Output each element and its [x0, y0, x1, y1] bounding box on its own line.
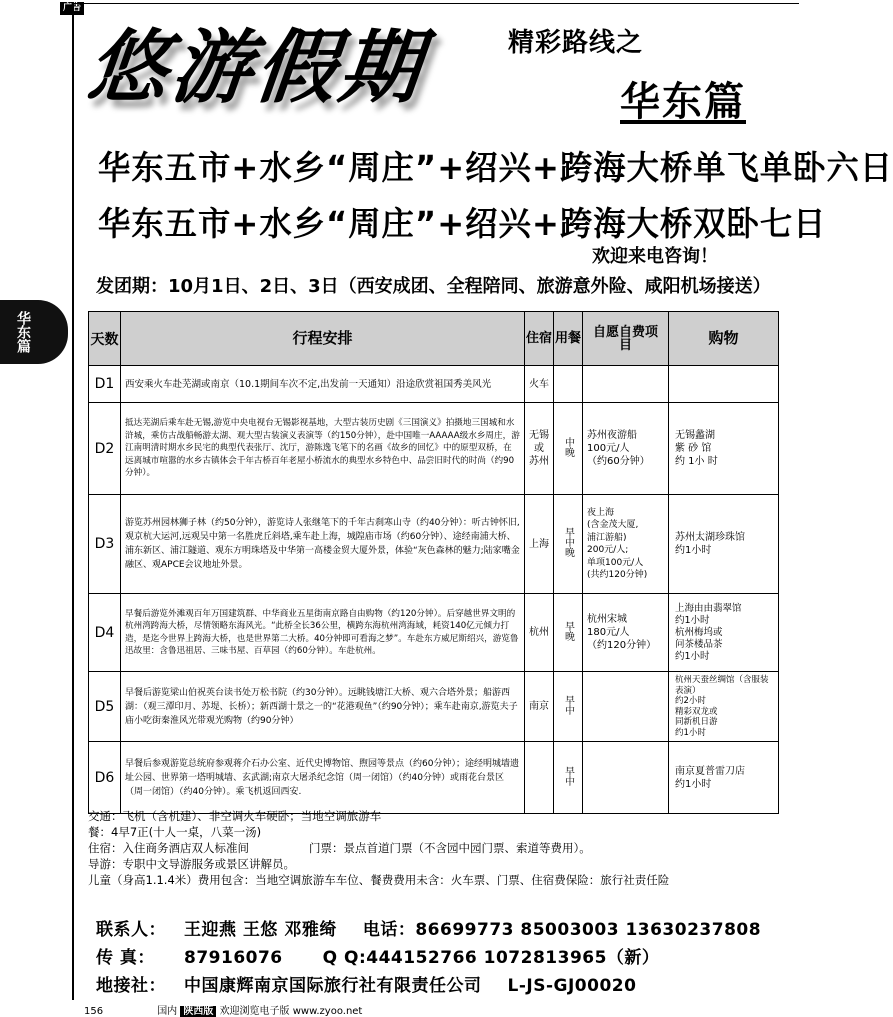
row-day: D1: [89, 366, 121, 403]
itinerary-row: [89, 495, 779, 594]
header-day: 天数: [89, 312, 121, 366]
note-lodging-tickets: [88, 840, 778, 856]
note-guide: 导游：专职中文导游服务或景区讲解员。: [88, 857, 295, 871]
row-optional: [583, 742, 669, 814]
footer-slogan: 欢迎浏览电子版 www.zyoo.net: [219, 1006, 363, 1017]
row-plan: 游览苏州园林狮子林（约50分钟），游览诗人张继笔下的千年古刹寒山寺（约40分钟）：听古钟怀旧,观京杭大运河,远观吴中第一名胜虎丘斜塔,乘车赴上海，城隍庙市场（约60分钟）、途经南浦大桥、浦东新区、浦江隧道、观东方明珠塔及中华第一高楼金贸大厦外景，体验“灰色森林的魅力;陆家嘴金融区、观APCE会议地址外景。: [121, 495, 525, 594]
row-stay: 无锡 或 苏州: [525, 403, 554, 495]
row-shopping: 苏州太湖珍珠馆 约1小时: [669, 495, 779, 594]
note-lodging: 住宿：入住商务酒店双人标准间: [88, 841, 249, 855]
contact-license: L-JS-GJ00020: [507, 976, 637, 996]
footer-region: 国内: [157, 1006, 178, 1017]
row-optional: 夜上海 (含金茂大厦, 浦江游船) 200元/人; 单项100元/人 (共约120分钟): [583, 495, 669, 594]
row-day: D5: [89, 672, 121, 742]
itinerary-row: [89, 366, 779, 403]
headline-six-day: 华东五市+水乡“周庄”+绍兴+跨海大桥单飞单卧六日: [98, 148, 893, 187]
header-meal: 用餐: [554, 312, 583, 366]
tour-notes: [88, 808, 778, 888]
itinerary-row: [89, 742, 779, 814]
itinerary-row: [89, 594, 779, 672]
row-stay: 上海: [525, 495, 554, 594]
departure-dates: 发团期：10月1日、2日、3日（西安成团、全程陪同、旅游意外险、咸阳机场接送）: [96, 276, 771, 297]
footer-edition: 陕西版: [180, 1006, 216, 1017]
contact-qq-label: Q Q:: [322, 948, 367, 968]
row-optional: [583, 672, 669, 742]
note-transport: 交通：飞机（含机建）、非空调火车硬卧；当地空调旅游车: [88, 809, 382, 823]
row-plan: 早餐后游览外滩观百年万国建筑群、中华商业五星街南京路自由购物（约120分钟）。后穿越世界文明的杭州湾跨海大桥，尽情领略东海风光。“此桥全长36公里，横跨东海杭州湾海域，耗资140亿元倾力打造，是迄今世界上跨海大桥，也是世界第二大桥。40分钟即可看海之梦”。车赴东方威尼斯绍兴，游览鲁迅故里：含鲁迅祖居、三味书屋、百草园（约60分钟）。车赴杭州。: [121, 594, 525, 672]
row-stay: 杭州: [525, 594, 554, 672]
route-series-label: 精彩路线之: [508, 28, 644, 58]
row-meal: [554, 366, 583, 403]
row-meal-text: 早中: [562, 765, 574, 786]
contact-people-line: [96, 915, 761, 940]
route-series-name: 华东篇: [620, 79, 746, 125]
section-side-tab: 华东篇: [0, 300, 68, 364]
contact-agency-label: 地接社：: [96, 976, 166, 996]
row-day: D3: [89, 495, 121, 594]
note-children: 儿童（身高1.1.4米）费用包含：当地空调旅游车车位、餐费费用未含：火车票、门票、住宿费保险：旅行社责任险: [88, 873, 670, 887]
row-meal-text: 早中晚: [562, 527, 574, 557]
page-number: 156: [84, 1006, 104, 1017]
brand-title: 悠游假期: [83, 20, 429, 114]
row-meal-text: 早中: [562, 694, 574, 715]
row-shopping: 杭州天蚕丝绸馆（含服装表演） 约2小时 精彩双龙或 同新机日游 约1小时: [669, 672, 779, 742]
row-optional: [583, 366, 669, 403]
row-plan: 早餐后参观游览总统府参观蒋介石办公室、近代史博物馆、煦园等景点（约60分钟）；途经明城墙遗址公园、世界第一塔明城墙、玄武湖;南京大屠杀纪念馆（周一闭馆）（约40分钟）或雨花台景区（周一闭馆）（约40分钟）。乘飞机返回西安.: [121, 742, 525, 814]
header-shopping: 购物: [669, 312, 779, 366]
row-day: D2: [89, 403, 121, 495]
contact-people-label: 联系人：: [96, 920, 166, 940]
row-shopping: 上海由由翡翠馆 约1小时 杭州梅坞或 问茶楼品茶 约1小时: [669, 594, 779, 672]
itinerary-row: [89, 672, 779, 742]
row-meal: [554, 672, 583, 742]
row-stay: 南京: [525, 672, 554, 742]
contact-people: 王迎燕 王悠 邓雅绮: [184, 920, 337, 940]
row-optional: 杭州宋城 180元/人 （约120分钟）: [583, 594, 669, 672]
row-shopping: 南京夏普雷刀店 约1小时: [669, 742, 779, 814]
row-day: D6: [89, 742, 121, 814]
row-shopping: [669, 366, 779, 403]
row-meal-text: 中晚: [562, 436, 574, 457]
row-meal: [554, 495, 583, 594]
note-tickets: 门票：景点首道门票（不含园中园门票、索道等费用）。: [309, 841, 591, 855]
contact-fax-label: 传 真：: [96, 948, 155, 968]
contact-phone-label: 电话：: [362, 920, 416, 940]
row-plan: 抵达芜湖后乘车赴无锡,游览中央电视台无锡影视基地，大型古装历史剧《三国演义》拍摄地三国城和水浒城，乘仿古战船畅游太湖、观大型古装演义表演等（约150分钟），赴中国唯一AAAAA级水乡周庄，游江南明清时期水乡民宅的典型代表张厅、沈厅，游陈逸飞笔下的名画《故乡的回忆》中的原型双桥，在远离城市喧嚣的水乡古镇体会千年古桥百年老屋小桥流水的典型水乡特色中、品尝旧时代的时尚（约90分钟）。: [121, 403, 525, 495]
ad-tag: 广告: [60, 2, 84, 15]
header-optional: 自愿自费项目: [583, 312, 669, 366]
row-optional: 苏州夜游船 100元/人 （约60分钟）: [583, 403, 669, 495]
contact-agency-line: [96, 971, 636, 996]
headline-seven-day: 华东五市+水乡“周庄”+绍兴+跨海大桥双卧七日: [98, 204, 827, 243]
contact-qq: 444152766 1072813965（新）: [366, 948, 660, 968]
row-meal: [554, 742, 583, 814]
row-day: D4: [89, 594, 121, 672]
itinerary-row: [89, 403, 779, 495]
row-meal-text: 早晚: [562, 620, 574, 641]
row-stay: [525, 742, 554, 814]
header-stay: 住宿: [525, 312, 554, 366]
contact-fax: 87916076: [184, 948, 283, 968]
row-plan: 早餐后游览梁山伯祝英台读书处万松书院（约30分钟）。远眺钱塘江大桥、观六合塔外景；船游西湖：（观三潭印月、苏堤、长桥）；新西湖十景之一的“花港观鱼”（约90分钟）；乘车赴南京,游览夫子庙小吃街秦淮风光带观光购物（约90分钟）: [121, 672, 525, 742]
itinerary-header-row: [89, 312, 779, 366]
row-shopping: 无锡蠡湖 紫 砂 馆 约 1小 时: [669, 403, 779, 495]
row-meal: [554, 594, 583, 672]
contact-fax-line: [96, 943, 659, 968]
contact-phones: 86699773 85003003 13630237808: [415, 920, 762, 940]
row-stay: 火车: [525, 366, 554, 403]
note-meals: 餐：4早7正(十人一桌，八菜一汤): [88, 825, 262, 839]
header-plan: 行程安排: [121, 312, 525, 366]
welcome-text: 欢迎来电咨询！: [592, 246, 718, 267]
contact-agency: 中国康辉南京国际旅行社有限责任公司: [184, 976, 482, 996]
row-meal: [554, 403, 583, 495]
page-footer: [84, 1002, 362, 1017]
row-plan: 西安乘火车赴芜湖或南京（10.1期间车次不定,出发前一天通知）沿途欣赏祖国秀美风光: [121, 366, 525, 403]
itinerary-table: [88, 311, 779, 814]
